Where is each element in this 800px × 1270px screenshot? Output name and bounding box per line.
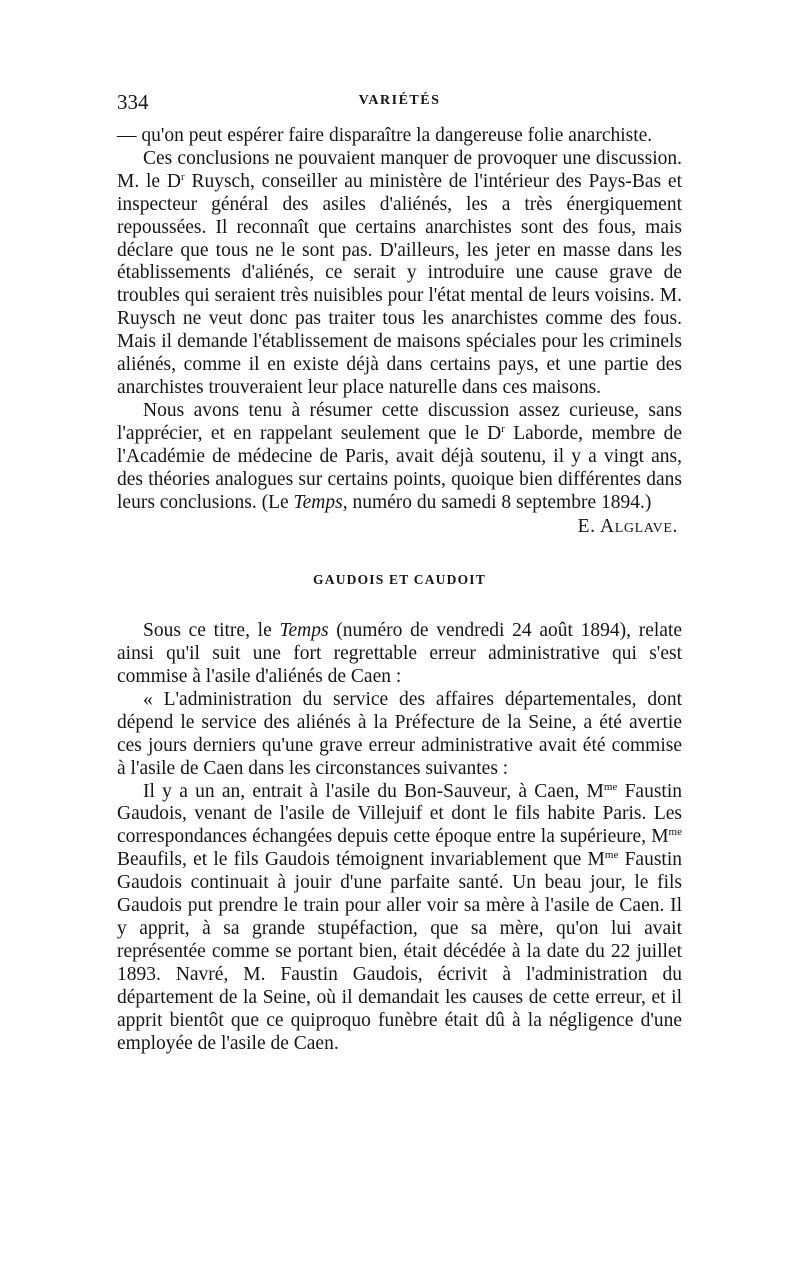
section-title: GAUDOIS ET CAUDOIT	[313, 572, 486, 588]
paragraph: Ces conclusions ne pouvaient manquer de provoquer une discussion. M. le $D^r$ Ruysch, conseiller au ministère de l'intérieur des Pays-Bas et inspecteur général des asiles d'aliénés, les a très énergiquement repoussées. Il reconnaît que certains anarchistes sont des fous, mais déclare que tous ne le sont pas. D'ailleurs, les jeter en masse dans les établissements d'aliénés, ce serait y introduire une cause grave de troubles qui seraient très nuisibles pour l'état mental de leurs voisins. M. Ruysch ne veut donc pas traiter tous les anarchistes comme des fous. Mais il demande l'établissement de maisons spéciales pour les criminels aliénés, comme il en existe déjà dans certains pays, et une partie des anarchistes trouveraient leur place naturelle dans ces maisons.	[117, 147, 682, 398]
running-title: VARIÉTÉS	[358, 93, 441, 108]
page-number: 334	[117, 90, 149, 114]
paragraph: Sous ce titre, le Temps (numéro de vendredi 24 août 1894), relate ainsi qu'il suit une fort regrettable erreur administrative qui s'est commise à l'asile d'aliénés de Caen :	[117, 620, 682, 688]
paragraph: — qu'on peut espérer faire disparaître la dangereuse folie anarchiste.	[117, 125, 653, 146]
paragraph: Il y a un an, entrait à l'asile du Bon-Sauveur, à Caen, $M^{me}$ Faustin Gaudois, venant de l'asile de Villejuif et dont le fils habite Paris. Les correspondances échangées depuis cette époque entre la supérieure, $M^{me}$ Beaufils, et le fils Gaudois témoignent invariablement que $M^{me}$ Faustin Gaudois continuait à jouir d'une parfaite santé. Un beau jour, le fils Gaudois put prendre le train pour aller voir sa mère à l'asile de Caen. Il y apprit, à sa grande stupéfaction, que sa mère, qu'on lui avait représentée comme se portant bien, était décédée à la date du 22 juillet 1893. Navré, M. Faustin Gaudois, écrivit à l'administration du département de la Seine, où il demandait les causes de cette erreur, et il apprit bientôt que ce quiproquo funèbre était dû à la négligence d'une employée de l'asile de Caen.	[117, 780, 682, 1054]
author-signature: E. Alglave.	[577, 516, 678, 538]
page-body	[117, 125, 682, 1055]
page-header	[117, 90, 682, 116]
paragraph: Nous avons tenu à résumer cette discussion assez curieuse, sans l'apprécier, et en rappelant seulement que le $D^r$ Laborde, membre de l'Académie de médecine de Paris, avait déjà soutenu, il y a vingt ans, des théories analogues sur certains points, quoique bien différentes dans leurs conclusions. (Le Temps, numéro du samedi 8 septembre 1894.)	[117, 399, 682, 513]
paragraph: « L'administration du service des affaires départementales, dont dépend le service des aliénés à la Préfecture de la Seine, a été avertie ces jours derniers qu'une grave erreur administrative avait été commise à l'asile de Caen dans les circonstances suivantes :	[117, 688, 682, 779]
